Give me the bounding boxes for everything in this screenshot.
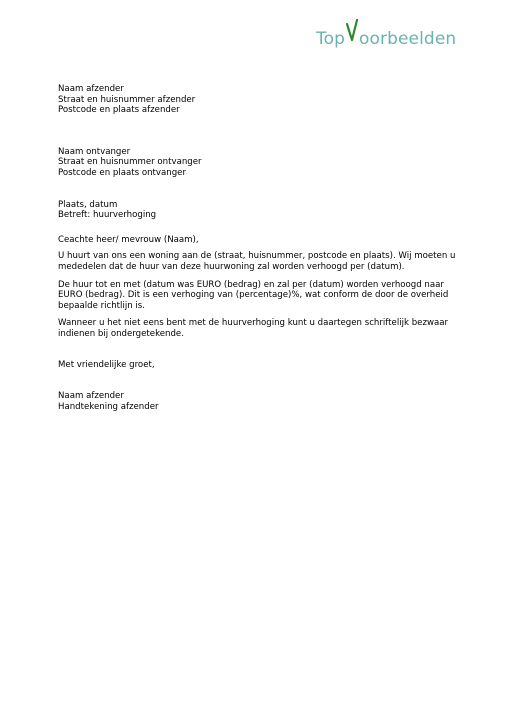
paragraph-1 (58, 251, 458, 272)
salutation: Ceachte heer/ mevrouw (Naam), (58, 234, 199, 245)
closing-name: Naam afzender (58, 391, 124, 402)
recipient-city: Postcode en plaats ontvanger (58, 167, 187, 178)
logo-text-oorbeelden: oorbeelden (359, 29, 457, 49)
recipient-address (58, 147, 458, 179)
letter-meta (58, 200, 458, 221)
paragraph-2 (58, 280, 458, 312)
signature-block (58, 391, 458, 412)
paragraph-2-line: bepaalde richtlijn is. (58, 300, 145, 311)
logo-text-top: Top (316, 29, 345, 49)
topvoorbeelden-logo (316, 22, 466, 50)
recipient-street: Straat en huisnummer ontvanger (58, 157, 202, 168)
paragraph-3-line: Wanneer u het niet eens bent met de huurverhoging kunt u daartegen schriftelijk bezwaar (58, 318, 449, 329)
sender-address (58, 84, 458, 116)
recipient-name: Naam ontvanger (58, 146, 131, 157)
closing-greeting: Met vriendelijke groet, (58, 359, 155, 370)
paragraph-3 (58, 318, 458, 339)
paragraph-1-line: mededelen dat de huur van deze huurwoning zal worden verhoogd per (datum). (58, 261, 405, 272)
paragraph-2-line: De huur tot en met (datum was EURO (bedrag) en zal per (datum) worden verhoogd naar (58, 279, 444, 290)
place-date: Plaats, datum (58, 199, 118, 210)
subject-line: Betreft: huurverhoging (58, 210, 157, 221)
sender-city: Postcode en plaats afzender (58, 105, 180, 116)
sender-name: Naam afzender (58, 84, 124, 94)
paragraph-3-line: indienen bij ondergetekende. (58, 328, 184, 339)
paragraph-1-line: U huurt van ons een woning aan de (straat, huisnummer, postcode en plaats). Wij moeten u (58, 251, 456, 262)
checkmark-v-icon (346, 24, 358, 46)
paragraph-2-line: EURO (bedrag). Dit is een verhoging van (percentage)%, wat conform de door de overheid (58, 290, 449, 301)
closing-signature: Handtekening afzender (58, 401, 159, 412)
letter-body (58, 84, 458, 412)
sender-street: Straat en huisnummer afzender (58, 94, 196, 105)
